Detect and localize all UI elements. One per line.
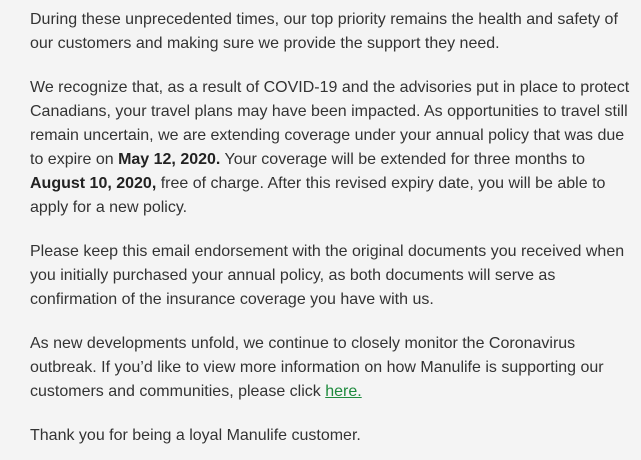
paragraph-developments — [30, 332, 636, 404]
developments-text: As new developments unfold, we continue to closely monitor the Coronavirus outbreak. If you’d like to view more information on how Manulife is supporting our customers and communities, please click — [30, 335, 604, 400]
coverage-text-c: free of charge. After this revised expiry date, you will be able to apply for a new policy. — [30, 175, 606, 216]
coverage-text-a: We recognize that, as a result of COVID-19 and the advisories put in place to protect Canadians, your travel plans may have been impacted. As opportunities to travel still remain uncertain, we are extending coverage under your annual policy that was due to expire on — [30, 79, 630, 168]
new-expiry-date: August 10, 2020, — [30, 175, 157, 192]
original-expiry-date: May 12, 2020. — [118, 151, 221, 168]
coverage-text-b: Your coverage will be extended for three months to — [220, 151, 586, 168]
here-link[interactable]: here. — [325, 383, 362, 400]
paragraph-keep-endorsement: Please keep this email endorsement with the original documents you received when you initially purchased your annual policy, as both documents will serve as confirmation of the insurance coverage you have with us. — [30, 243, 625, 308]
paragraph-thank-you: Thank you for being a loyal Manulife customer. — [30, 427, 361, 444]
paragraph-coverage-extension — [30, 76, 636, 220]
email-body — [30, 8, 636, 448]
paragraph-priority: During these unprecedented times, our top priority remains the health and safety of our customers and making sure we provide the support they need. — [30, 11, 618, 52]
